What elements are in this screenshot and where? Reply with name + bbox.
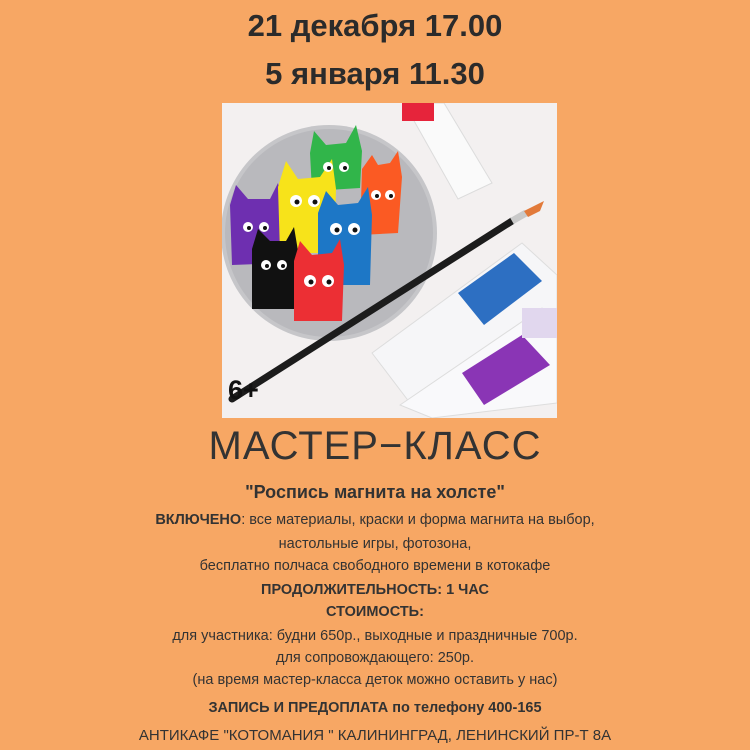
- included-line-3: бесплатно полчаса свободного времени в котокафе: [199, 558, 551, 574]
- age-rating-badge: 6+: [228, 375, 259, 405]
- duration-text: ПРОДОЛЖИТЕЛЬНОСТЬ: 1 ЧАС: [261, 582, 489, 598]
- painted-magnet-illustration: [222, 103, 557, 418]
- included-line-1: [0, 512, 750, 528]
- cost-label: СТОИМОСТЬ:: [326, 604, 424, 620]
- cost-participant: для участника: будни 650р., выходные и праздничные 700р.: [172, 628, 578, 644]
- included-label: ВКЛЮЧЕНО: [155, 512, 242, 528]
- booking-info: ЗАПИСЬ И ПРЕДОПЛАТА по телефону 400-165: [208, 700, 542, 716]
- included-line-2: настольные игры, фотозона,: [278, 536, 472, 552]
- date-line-2: 5 января 11.30: [265, 56, 485, 91]
- event-title: МАСТЕР−КЛАСС: [208, 424, 542, 468]
- event-photo: [222, 103, 557, 418]
- childcare-note: (на время мастер-класса деток можно оставить у нас): [192, 672, 558, 688]
- date-line-1: 21 декабря 17.00: [247, 8, 503, 43]
- cost-companion: для сопровождающего: 250р.: [275, 650, 474, 666]
- included-text: : все материалы, краски и форма магнита на выбор,: [241, 512, 595, 528]
- venue-address: АНТИКАФЕ "КОТОМАНИЯ " КАЛИНИНГРАД, ЛЕНИНСКИЙ ПР-Т 8А: [138, 727, 612, 744]
- event-subtitle: "Роспись магнита на холсте": [245, 482, 505, 502]
